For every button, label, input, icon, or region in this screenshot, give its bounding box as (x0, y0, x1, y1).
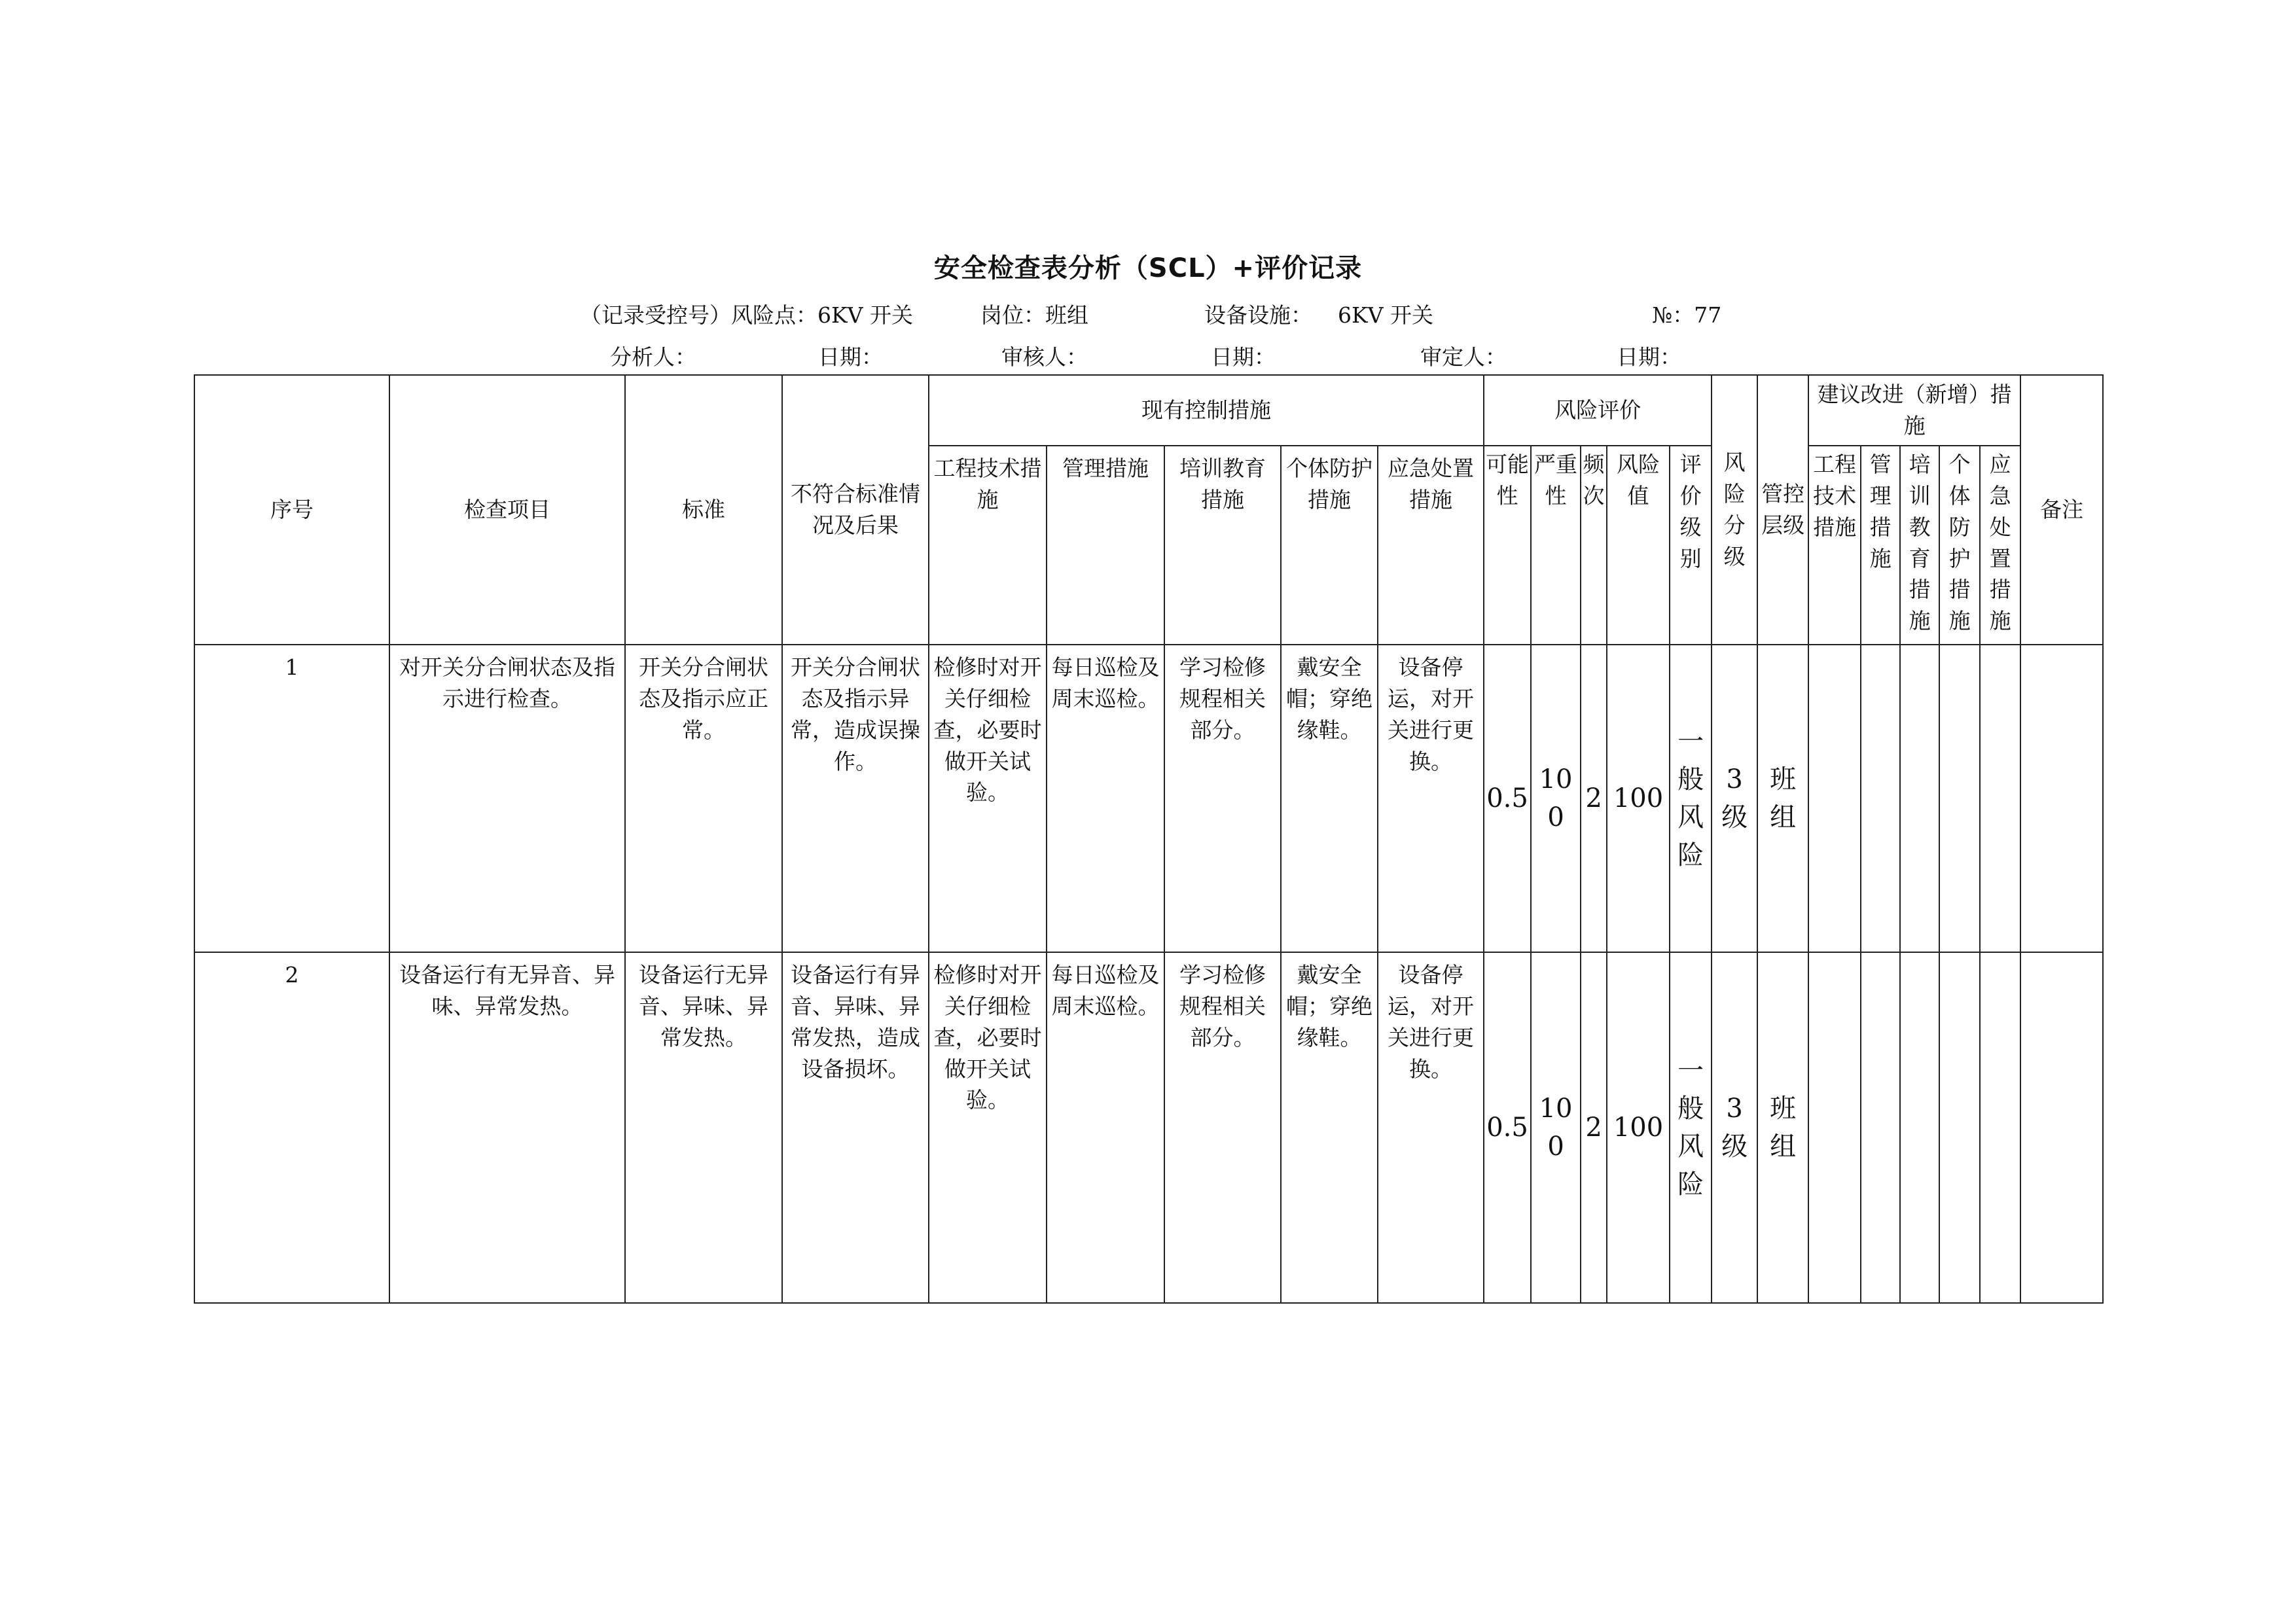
row-standard: 开关分合闸状态及指示应正常。 (625, 645, 782, 952)
row-nonconformity: 设备运行有异音、异味、异常发热，造成设备损坏。 (782, 952, 929, 1303)
row-frequency: 2 (1581, 645, 1607, 952)
row-seq: 2 (194, 952, 389, 1303)
row-suggest-ppe (1939, 645, 1980, 952)
header-remarks: 备注 (2020, 375, 2103, 645)
row-standard: 设备运行无异音、异味、异常发热。 (625, 952, 782, 1303)
header-risk-grade: 风险分级 (1712, 375, 1757, 645)
header-check-item: 检查项目 (389, 375, 625, 645)
header-nonconformity: 不符合标准情况及后果 (782, 375, 929, 645)
row-training: 学习检修规程相关部分。 (1164, 645, 1281, 952)
row-check-item: 对开关分合闸状态及指示进行检查。 (389, 645, 625, 952)
row-remarks (2020, 645, 2103, 952)
row-eval-level: 一般风险 (1670, 952, 1712, 1303)
header-training: 培训教育措施 (1164, 446, 1281, 645)
row-likelihood: 0.5 (1484, 645, 1531, 952)
row-risk-value: 100 (1607, 952, 1670, 1303)
equipment-label: 设备设施： (1204, 302, 1312, 328)
page-title: 安全检查表分析（SCL）+评价记录 (933, 253, 1363, 283)
table-row (194, 952, 2103, 1303)
row-eng-tech: 检修时对开关仔细检查，必要时做开关试验。 (929, 952, 1047, 1303)
row-suggest-eng-tech (1808, 645, 1861, 952)
reviewer-date-field: 日期： (1211, 344, 1276, 370)
row-suggest-mgmt (1861, 645, 1900, 952)
row-nonconformity: 开关分合闸状态及指示异常，造成误操作。 (782, 645, 929, 952)
row-severity: 100 (1531, 952, 1581, 1303)
header-suggest-mgmt: 管理措施 (1861, 446, 1900, 645)
row-risk-grade: 3级 (1712, 952, 1757, 1303)
row-severity: 100 (1531, 645, 1581, 952)
row-mgmt: 每日巡检及周末巡检。 (1047, 952, 1164, 1303)
equipment-value: 6KV 开关 (1338, 302, 1433, 328)
header-mgmt: 管理措施 (1047, 446, 1164, 645)
analyst-field: 分析人： (610, 344, 696, 370)
approver-field: 审定人： (1420, 344, 1507, 370)
row-suggest-ppe (1939, 952, 1980, 1303)
header-likelihood: 可能性 (1484, 446, 1531, 645)
row-eng-tech: 检修时对开关仔细检查，必要时做开关试验。 (929, 645, 1047, 952)
row-likelihood: 0.5 (1484, 952, 1531, 1303)
record-risk-point: （记录受控号）风险点：6KV 开关 (580, 302, 913, 328)
header-eval-level: 评价级别 (1670, 446, 1712, 645)
row-frequency: 2 (1581, 952, 1607, 1303)
row-ppe: 戴安全帽；穿绝缘鞋。 (1281, 952, 1378, 1303)
row-emergency: 设备停运，对开关进行更换。 (1378, 645, 1484, 952)
row-risk-value: 100 (1607, 645, 1670, 952)
header-suggestions: 建议改进（新增）措施 (1808, 375, 2020, 446)
header-seq: 序号 (194, 375, 389, 645)
row-suggest-emergency (1980, 645, 2020, 952)
header-suggest-emergency: 应急处置措施 (1980, 446, 2020, 645)
header-control-level: 管控层级 (1757, 375, 1808, 645)
reviewer-field: 审核人： (1001, 344, 1088, 370)
row-control-level: 班组 (1757, 952, 1808, 1303)
row-check-item: 设备运行有无异音、异味、异常发热。 (389, 952, 625, 1303)
header-risk-evaluation: 风险评价 (1484, 375, 1712, 446)
header-eng-tech: 工程技术措施 (929, 446, 1047, 645)
header-emergency: 应急处置措施 (1378, 446, 1484, 645)
post-field: 岗位：班组 (980, 302, 1088, 328)
row-eval-level: 一般风险 (1670, 645, 1712, 952)
row-suggest-training (1900, 645, 1939, 952)
header-suggest-eng-tech: 工程技术措施 (1808, 446, 1861, 645)
header-ppe: 个体防护措施 (1281, 446, 1378, 645)
header-severity: 严重性 (1531, 446, 1581, 645)
row-emergency: 设备停运，对开关进行更换。 (1378, 952, 1484, 1303)
row-remarks (2020, 952, 2103, 1303)
row-training: 学习检修规程相关部分。 (1164, 952, 1281, 1303)
row-suggest-training (1900, 952, 1939, 1303)
header-suggest-training: 培训教育措施 (1900, 446, 1939, 645)
header-standard: 标准 (625, 375, 782, 645)
analyst-date-field: 日期： (818, 344, 883, 370)
header-risk-value: 风险值 (1607, 446, 1670, 645)
row-ppe: 戴安全帽；穿绝缘鞋。 (1281, 645, 1378, 952)
approver-date-field: 日期： (1617, 344, 1681, 370)
row-risk-grade: 3级 (1712, 645, 1757, 952)
header-frequency: 频次 (1581, 446, 1607, 645)
row-mgmt: 每日巡检及周末巡检。 (1047, 645, 1164, 952)
row-suggest-mgmt (1861, 952, 1900, 1303)
table-row (194, 645, 2103, 952)
row-suggest-emergency (1980, 952, 2020, 1303)
row-seq: 1 (194, 645, 389, 952)
row-control-level: 班组 (1757, 645, 1808, 952)
header-existing-measures: 现有控制措施 (929, 375, 1484, 446)
record-number: №：77 (1652, 302, 1722, 328)
header-suggest-ppe: 个体防护措施 (1939, 446, 1980, 645)
scl-table (194, 374, 2104, 1304)
row-suggest-eng-tech (1808, 952, 1861, 1303)
